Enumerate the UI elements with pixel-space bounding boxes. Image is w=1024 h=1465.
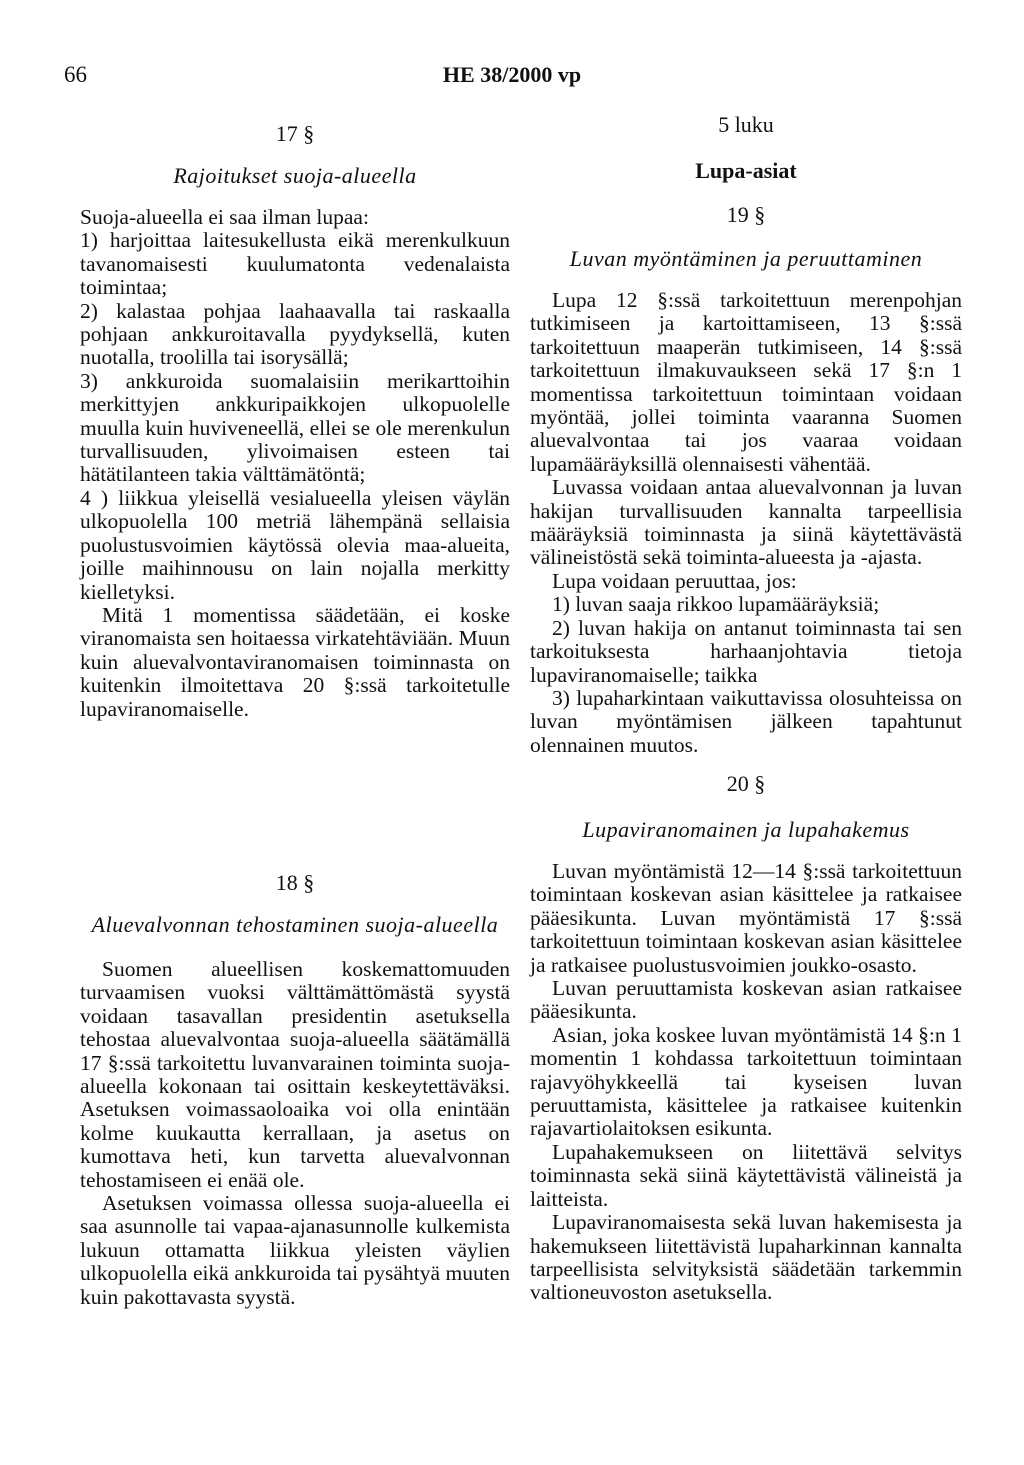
running-head: HE 38/2000 vp [442, 62, 582, 87]
paragraph: 1) harjoittaa laitesukellusta eikä merenkulkuun tavanomaisesti kuulumatonta vedenalaista toimintaa; [80, 228, 510, 300]
paragraph: 3) ankkuroida suomalaisiin merikarttoihin merkittyjen ankkuripaikkojen ulkopuolelle muulla kuin huviveneellä, ellei se ole merenkulun turvallisuuden, ylivoimaisen esteen tai hätätilanteen takia välttämätöntä; [80, 368, 510, 487]
page-header [0, 62, 1024, 98]
page-number: 66 [64, 62, 87, 87]
paragraph: Asetuksen voimassa ollessa suoja-alueella ei saa asunnolle tai vapaa-ajanasunnolle kulkemista lukuun ottamatta liikkua yleisten väylien ulkopuolella eikä ankkuroida tai pysähtyä muuten kuin pakottavasta syystä. [80, 1191, 510, 1309]
paragraph: Suomen alueellisen koskemattomuuden turvaamisen vuoksi välttämättömästä syystä voidaan tasavallan presidentin asetuksella tehostaa aluevalvontaa suoja-alueella säätämällä 17 §:ssä tarkoitettu luvanvarainen toiminta suoja-alueella kokonaan tai osittain keskeytettäväksi. Asetuksen voimassaoloaika voi olla enintään kolme kuukautta kerrallaan, ja asetus on kumottava heti, kun tarvetta aluevalvonnan tehostamiseen ei enää ole. [80, 957, 510, 1192]
section-20-number: 20 § [726, 771, 766, 796]
section-18-title: Aluevalvonnan tehostaminen suoja-alueella [91, 912, 499, 937]
paragraph: 4 ) liikkua yleisellä vesialueella yleisen väylän ulkopuolella 100 metriä lähempänä sellaisia puolustusvoimien käytössä olevia maa-alueita, joille maihinnousu on lain nojalla merkitty kielletyksi. [80, 485, 510, 604]
section-19-title: Luvan myöntäminen ja peruuttaminen [569, 246, 923, 271]
section-20-title: Lupaviranomainen ja lupahakemus [582, 817, 910, 842]
paragraph: Lupahakemukseen on liitettävä selvitys toiminnasta sekä siinä käytettävistä välineistä ja laitteista. [530, 1139, 962, 1211]
paragraph: Mitä 1 momentissa säädetään, ei koske viranomaista sen hoitaessa virkatehtäviään. Muun kuin aluevalvontaviranomaisen toiminnasta on kuitenkin ilmoitettava 20 §:ssä tarkoitetulle lupaviranomaiselle. [80, 602, 510, 721]
chapter-number: 5 luku [718, 112, 774, 137]
paragraph: Luvassa voidaan antaa aluevalvonnan ja luvan hakijan turvallisuuden kannalta tarpeellisia määräyksiä toiminnasta ja siinä käytettävästä välineistöstä sekä toiminta-alueesta ja -ajasta. [530, 475, 962, 570]
section-17-body [80, 206, 510, 721]
paragraph: Luvan myöntämistä 12—14 §:ssä tarkoitettuun toimintaan koskevan asian käsittelee ja ratkaisee pääesikunta. Luvan myöntämistä 17 §:ssä tarkoitettuun toimintaan koskevan asian käsittelee ja ratkaisee puolustusvoimien joukko-osasto. [530, 859, 962, 977]
paragraph: Suoja-alueella ei saa ilman lupaa: [80, 205, 369, 229]
chapter-title: Lupa-asiat [695, 158, 797, 183]
paragraph: 2) kalastaa pohjaa laahaavalla tai raskaalla pohjaan ankkuroitavalla pyydyksellä, kuten nuotalla, troolilla tai isorysällä; [80, 298, 510, 370]
paragraph: Lupa voidaan peruuttaa, jos: [552, 568, 797, 593]
section-17-number: 17 § [275, 121, 315, 146]
paragraph: 1) luvan saaja rikkoo lupamääräyksiä; [552, 592, 880, 617]
paragraph: Lupa 12 §:ssä tarkoitettuun merenpohjan tutkimiseen ja kartoittamiseen, 13 §:ssä tarkoitettuun maaperän tutkimiseen, 14 §:ssä tarkoitettuun ilmakuvaukseen sekä 17 §:n 1 momentissa tarkoitettuun toimintaan voidaan myöntää, jollei toiminta vaaranna Suomen aluevalvontaa tai jos vaaraa voidaan lupamääräyksillä olennaisesti vähentää. [530, 288, 962, 476]
section-18-number: 18 § [275, 870, 315, 895]
paragraph: Asian, joka koskee luvan myöntämistä 14 §:n 1 momentin 1 kohdassa tarkoitettuun toimintaan rajavyöhykkeellä tai kyseisen luvan peruuttamista, käsittelee ja ratkaisee kuitenkin rajavartiolaitoksen esikunta. [530, 1022, 962, 1141]
paragraph: Luvan peruuttamista koskevan asian ratkaisee pääesikunta. [530, 976, 962, 1024]
section-19-body [530, 289, 962, 757]
section-17-title: Rajoitukset suoja-alueella [173, 163, 417, 188]
section-19-number: 19 § [726, 202, 766, 227]
paragraph: 2) luvan hakija on antanut toiminnasta tai sen tarkoituksesta harhaanjohtavia tietoja lupaviranomaiselle; taikka [530, 615, 962, 687]
paragraph: 3) lupaharkintaan vaikuttavissa olosuhteissa on luvan myöntämisen jälkeen tapahtunut olennainen muutos. [530, 685, 962, 757]
section-20-body [530, 860, 962, 1305]
section-18-body [80, 958, 510, 1309]
paragraph: Lupaviranomaisesta sekä luvan hakemisesta ja hakemukseen liitettävistä lupaharkinnan kannalta tarpeellisista selvityksistä säädetään tarkemmin valtioneuvoston asetuksella. [530, 1210, 962, 1305]
